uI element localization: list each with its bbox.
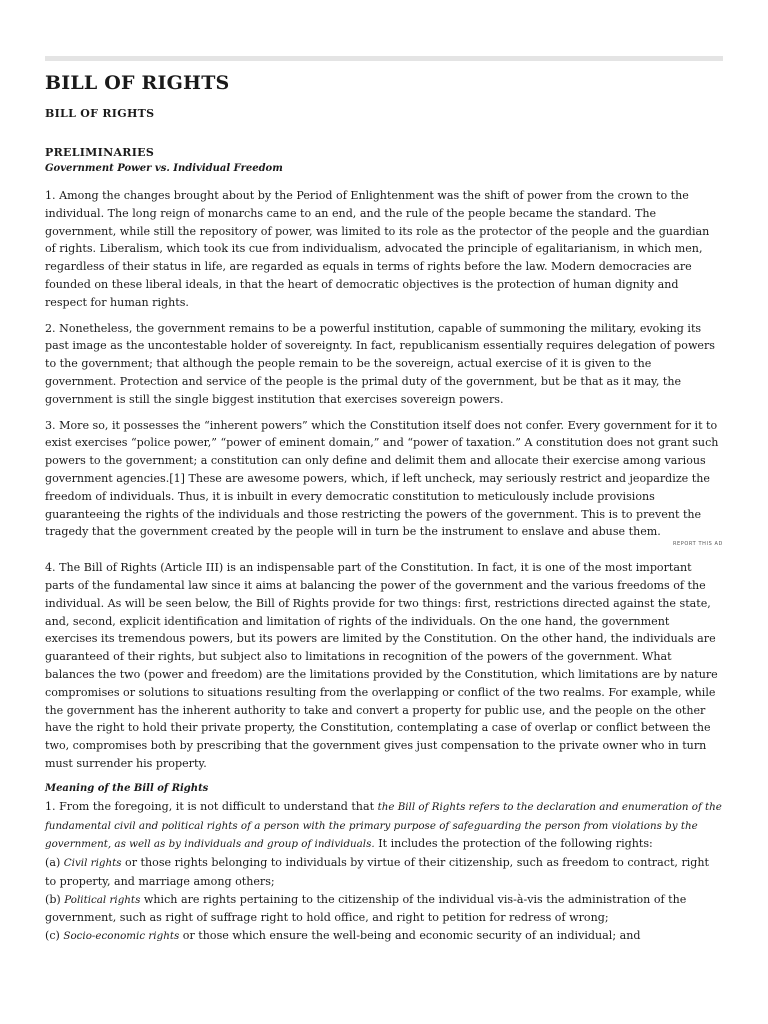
- list-item: [45, 854, 723, 891]
- list-item-prefix: (a): [45, 856, 64, 870]
- section-heading: PRELIMINARIES: [45, 146, 155, 159]
- paragraph-4: 4. The Bill of Rights (Article III) is an indispensable part of the Constitution. In fact, it is one of the most important parts of the fundamental law since it aims at balancing the power of the government and the various freedoms of the individual. As will be seen below, the Bill of Rights provide for two things: first, restrictions directed against the state, and, second, explicit identification and limitation of rights of the individuals. On the one hand, the government exercises its tremendous powers, but its powers are limited by the Constitution. On the other hand, the individuals are guaranteed of their rights, but subject also to limitations in recognition of the powers of the government. What balances the two (power and freedom) are the limitations provided by the Constitution, which limitations are by nature compromises or solutions to situations resulting from the overlapping or conflict of the two realms. For example, while the government has the inherent authority to take and convert a property for public use, and the people on the other have the right to hold their private property, the Constitution, contemplating a case of overlap or conflict between the two, compromises both by prescribing that the government gives just compensation to the private owner who in turn must surrender his property.: [45, 561, 718, 770]
- meaning-after: It includes the protection of the following rights:: [374, 837, 653, 851]
- paragraph-1: 1. Among the changes brought about by the Period of Enlightenment was the shift of power from the crown to the individual. The long reign of monarchs came to an end, and the rule of the people became the standard. The government, while still the repository of power, was limited to its role as the protector of the people and the guardian of rights. Liberalism, which took its cue from individualism, advocated the principle of egalitarianism, in which men, regardless of their status in life, are regarded as equals in terms of rights before the law. Modern democracies are founded on these liberal ideals, in that the heart of democratic objectives is the protection of human dignity and respect for human rights.: [45, 189, 710, 309]
- meaning-definition: the Bill of Rights refers to the declaration and enumeration of the fundamental civil and political rights of a person with the primary purpose of safeguarding the person from violations by the government, as well as by individuals and group of individuals.: [45, 800, 722, 851]
- list-item-text: which are rights pertaining to the citizenship of the individual vis-à-vis the administration of the government, such as right of suffrage right to hold office, and right to petition for redress of wrong;: [45, 892, 687, 925]
- meaning-heading: Meaning of the Bill of Rights: [45, 782, 209, 794]
- list-item-prefix: (c): [45, 929, 64, 943]
- meaning-intro: 1. From the foregoing, it is not difficult to understand that: [45, 799, 378, 813]
- paragraph-3: 3. More so, it possesses the “inherent powers” which the Constitution itself does not confer. Every government for it to exist exercises “police power,” “power of eminent domain,” and “power of taxation.” A constitution does not grant such powers to the government; a constitution can only define and delimit them and allocate their exercise among various government agencies.[1] These are awesome powers, which, if left uncheck, may seriously restrict and jeopardize the freedom of individuals. Thus, it is inbuilt in every democratic constitution to meticulously include provisions guaranteeing the rights of the individuals and those restricting the powers of the government. This is to prevent the tragedy that the government created by the people will in turn be the instrument to enslave and abuse them.: [45, 418, 719, 539]
- list-item: [45, 891, 723, 928]
- list-item: [45, 927, 723, 946]
- list-item-term: Civil rights: [63, 857, 122, 870]
- document-title: BILL OF RIGHTS: [45, 72, 230, 94]
- list-item-text: or those which ensure the well-being and economic security of an individual; and: [179, 929, 641, 943]
- document-page: [45, 72, 723, 946]
- list-item-text: or those rights belonging to individuals by virtue of their citizenship, such as freedom to contract, right to property, and marriage among others;: [45, 856, 710, 888]
- document-subtitle: BILL OF RIGHTS: [45, 107, 155, 120]
- list-item-prefix: (b): [45, 892, 65, 906]
- top-divider-bar: [45, 56, 723, 61]
- report-ad-link[interactable]: REPORT THIS AD: [672, 541, 723, 548]
- list-item-term: Political rights: [64, 893, 141, 906]
- paragraph-2: 2. Nonetheless, the government remains to be a powerful institution, capable of summoning the military, evoking its past image as the uncontestable holder of sovereignty. In fact, republicanism essentially requires delegation of powers to the government; that although the people remain to be the sovereign, actual exercise of it is given to the government. Protection and service of the people is the primal duty of the government, but be that as it may, the government is still the single biggest institution that exercises sovereign powers.: [45, 321, 715, 406]
- section-subheading: Government Power vs. Individual Freedom: [45, 163, 283, 174]
- list-item-term: Socio-economic rights: [63, 930, 180, 943]
- meaning-paragraph: [45, 798, 723, 854]
